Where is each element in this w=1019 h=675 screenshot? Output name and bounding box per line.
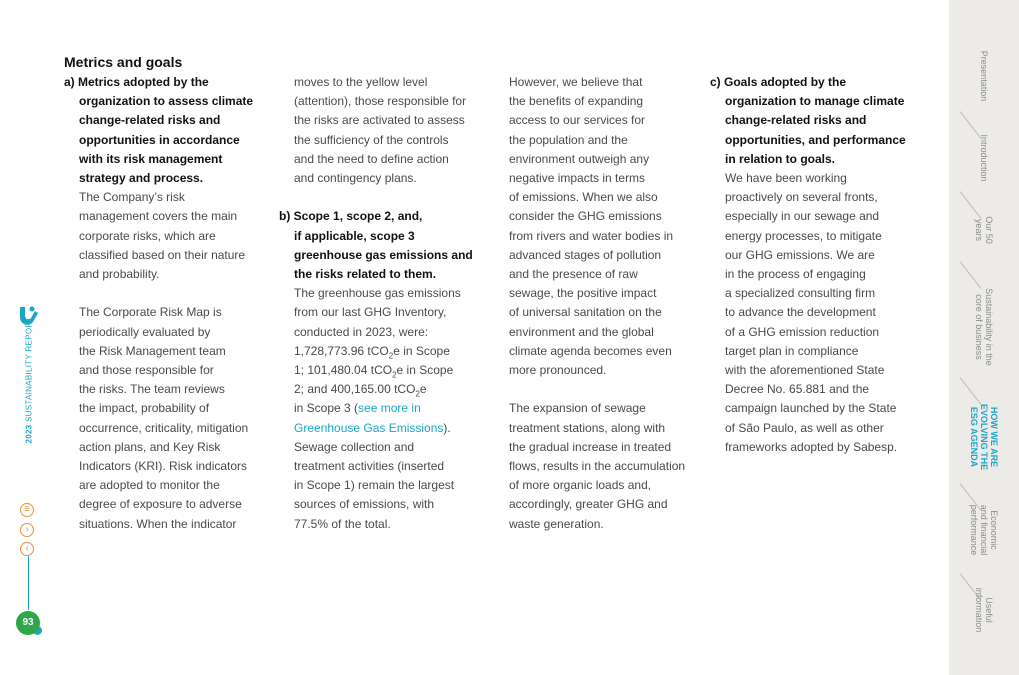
report-title: 2023 SUSTAINABILITY REPORT	[24, 316, 34, 444]
question-a: a) Metrics adopted by the organization to assess climate change-related risks and opportunities in accordance with its risk management strategy and process.	[64, 75, 254, 186]
paragraph: However, we believe that the benefits of expanding access to our services for the population and the environment outweigh any negative impacts in terms of emissions. When we also consider the GHG emissions from rivers and water bodies in advanced stages of pollution and the presence of raw sewage, the positive impact of universal sanitation on the environment and the global climate agenda becomes even more pronounced.	[509, 75, 674, 378]
paragraph: moves to the yellow level (attention), those responsible for the risks are activated to assess the sufficiency of the controls and the need to define action and contingency plans.	[294, 75, 467, 186]
column-4	[710, 73, 925, 457]
question-a-letter: a)	[64, 75, 75, 89]
menu-icon[interactable]: ≡	[20, 503, 34, 517]
previous-page-icon[interactable]: ‹	[20, 542, 34, 556]
paragraph: The Company’s risk management covers the main corporate risks, which are classified based on their nature and probability.	[79, 190, 246, 282]
question-b: b) Scope 1, scope 2, and, if applicable, scope 3 greenhouse gas emissions and the risks related to them.	[279, 209, 473, 282]
page-number: 93	[16, 611, 40, 635]
column-1	[64, 73, 279, 534]
paragraph: The greenhouse gas emissions from our last GHG Inventory, conducted in 2023, were: 1,728,773.96 tCO$_2$e in Scope 1; 101,480.04 tCO$_2$e in Scope 2; and 400,165.00 tCO$_2$e in Scope 3 (see more in Greenhouse Gas Emissions). Sewage collection and treatment activities (inserted in Scope 1) remain the largest sources of emissions, with 77.5% of the total.	[294, 286, 461, 531]
section-heading: Metrics and goals	[64, 54, 183, 70]
paragraph: We have been working proactively on several fronts, especially in our sewage and energy processes, to mitigate our GHG emissions. We are in the process of engaging a specialized consulting firm to advance the development of a GHG emission reduction target plan in compliance with the aforementioned State Decree No. 65.881 and the campaign launched by the State of São Paulo, as well as other frameworks adopted by Sabesp.	[725, 171, 898, 454]
question-c-letter: c)	[710, 75, 721, 89]
next-page-icon[interactable]: ›	[20, 523, 34, 537]
section-nav-sidebar: Presentation Introduction Our 50 years Sustainability in the core of business HOW WE ARE EVOLVING THE ESG AGENDA Economic and financial performance Useful information	[949, 0, 1019, 675]
question-c: c) Goals adopted by the organization to manage climate change-related risks and opportunities, and performance in relation to goals.	[710, 75, 906, 166]
column-2	[279, 73, 494, 534]
see-more-link[interactable]: see more in	[358, 401, 421, 416]
greenhouse-gas-emissions-link[interactable]: Greenhouse Gas Emissions	[294, 420, 444, 435]
question-b-letter: b)	[279, 209, 291, 224]
rail-line	[28, 556, 29, 610]
column-3	[494, 73, 709, 534]
paragraph: The expansion of sewage treatment stations, along with the gradual increase in treated flows, results in the accumulation of more organic loads and, accordingly, greater GHG and waste generation.	[509, 401, 686, 531]
paragraph: The Corporate Risk Map is periodically evaluated by the Risk Management team and those responsible for the risks. The team reviews the impact, probability of occurrence, criticality, mitigation action plans, and Key Risk Indicators (KRI). Risk indicators are adopted to monitor the degree of exposure to adverse situations. When the indicator	[79, 305, 249, 531]
